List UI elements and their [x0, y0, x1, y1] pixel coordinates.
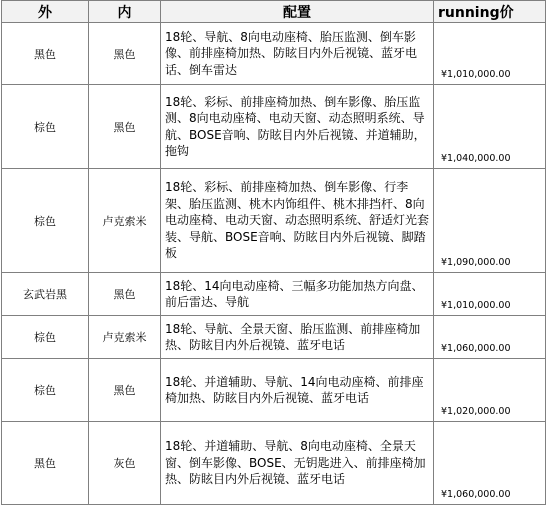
header-interior: 内 — [89, 1, 161, 23]
cell-price: ¥1,090,000.00 — [434, 169, 546, 273]
table-row — [2, 85, 546, 169]
cell-price: ¥1,060,000.00 — [434, 316, 546, 359]
cell-exterior: 黑色 — [2, 422, 89, 505]
cell-exterior: 棕色 — [2, 316, 89, 359]
cell-interior: 黑色 — [89, 23, 161, 85]
cell-price: ¥1,020,000.00 — [434, 359, 546, 422]
cell-interior: 灰色 — [89, 422, 161, 505]
cell-exterior: 棕色 — [2, 359, 89, 422]
table-header-row — [2, 1, 546, 23]
header-price: running价 — [434, 1, 546, 23]
table-row — [2, 359, 546, 422]
table-row — [2, 273, 546, 316]
cell-config: 18轮、彩标、前排座椅加热、倒车影像、行李架、胎压监测、桃木内饰组件、桃木排挡杆、8向电动座椅、电动天窗、动态照明系统、舒适灯光套装、导航、BOSE音响、防眩目内外后视镜、脚踏板 — [161, 169, 434, 273]
price-table — [1, 0, 546, 505]
table-row — [2, 422, 546, 505]
cell-exterior: 玄武岩黑 — [2, 273, 89, 316]
cell-config: 18轮、导航、8向电动座椅、胎压监测、倒车影像、前排座椅加热、防眩目内外后视镜、蓝牙电话、倒车雷达 — [161, 23, 434, 85]
cell-exterior: 棕色 — [2, 169, 89, 273]
cell-exterior: 棕色 — [2, 85, 89, 169]
cell-config: 18轮、并道辅助、导航、14向电动座椅、前排座椅加热、防眩目内外后视镜、蓝牙电话 — [161, 359, 434, 422]
cell-exterior: 黑色 — [2, 23, 89, 85]
cell-interior: 卢克索米 — [89, 169, 161, 273]
cell-interior: 黑色 — [89, 273, 161, 316]
cell-interior: 卢克索米 — [89, 316, 161, 359]
table-row — [2, 316, 546, 359]
cell-price: ¥1,060,000.00 — [434, 422, 546, 505]
cell-config: 18轮、并道辅助、导航、8向电动座椅、全景天窗、倒车影像、BOSE、无钥匙进入、前排座椅加热、防眩目内外后视镜、蓝牙电话 — [161, 422, 434, 505]
cell-config: 18轮、彩标、前排座椅加热、倒车影像、胎压监测、8向电动座椅、电动天窗、动态照明系统、导航、BOSE音响、防眩目内外后视镜、并道辅助，拖钩 — [161, 85, 434, 169]
cell-config: 18轮、导航、全景天窗、胎压监测、前排座椅加热、防眩目内外后视镜、蓝牙电话 — [161, 316, 434, 359]
cell-interior: 黑色 — [89, 359, 161, 422]
cell-price: ¥1,010,000.00 — [434, 23, 546, 85]
cell-config: 18轮、14向电动座椅、三幅多功能加热方向盘、前后雷达、导航 — [161, 273, 434, 316]
table-row — [2, 23, 546, 85]
cell-price: ¥1,010,000.00 — [434, 273, 546, 316]
header-config: 配置 — [161, 1, 434, 23]
cell-interior: 黑色 — [89, 85, 161, 169]
cell-price: ¥1,040,000.00 — [434, 85, 546, 169]
header-exterior: 外 — [2, 1, 89, 23]
table-row — [2, 169, 546, 273]
